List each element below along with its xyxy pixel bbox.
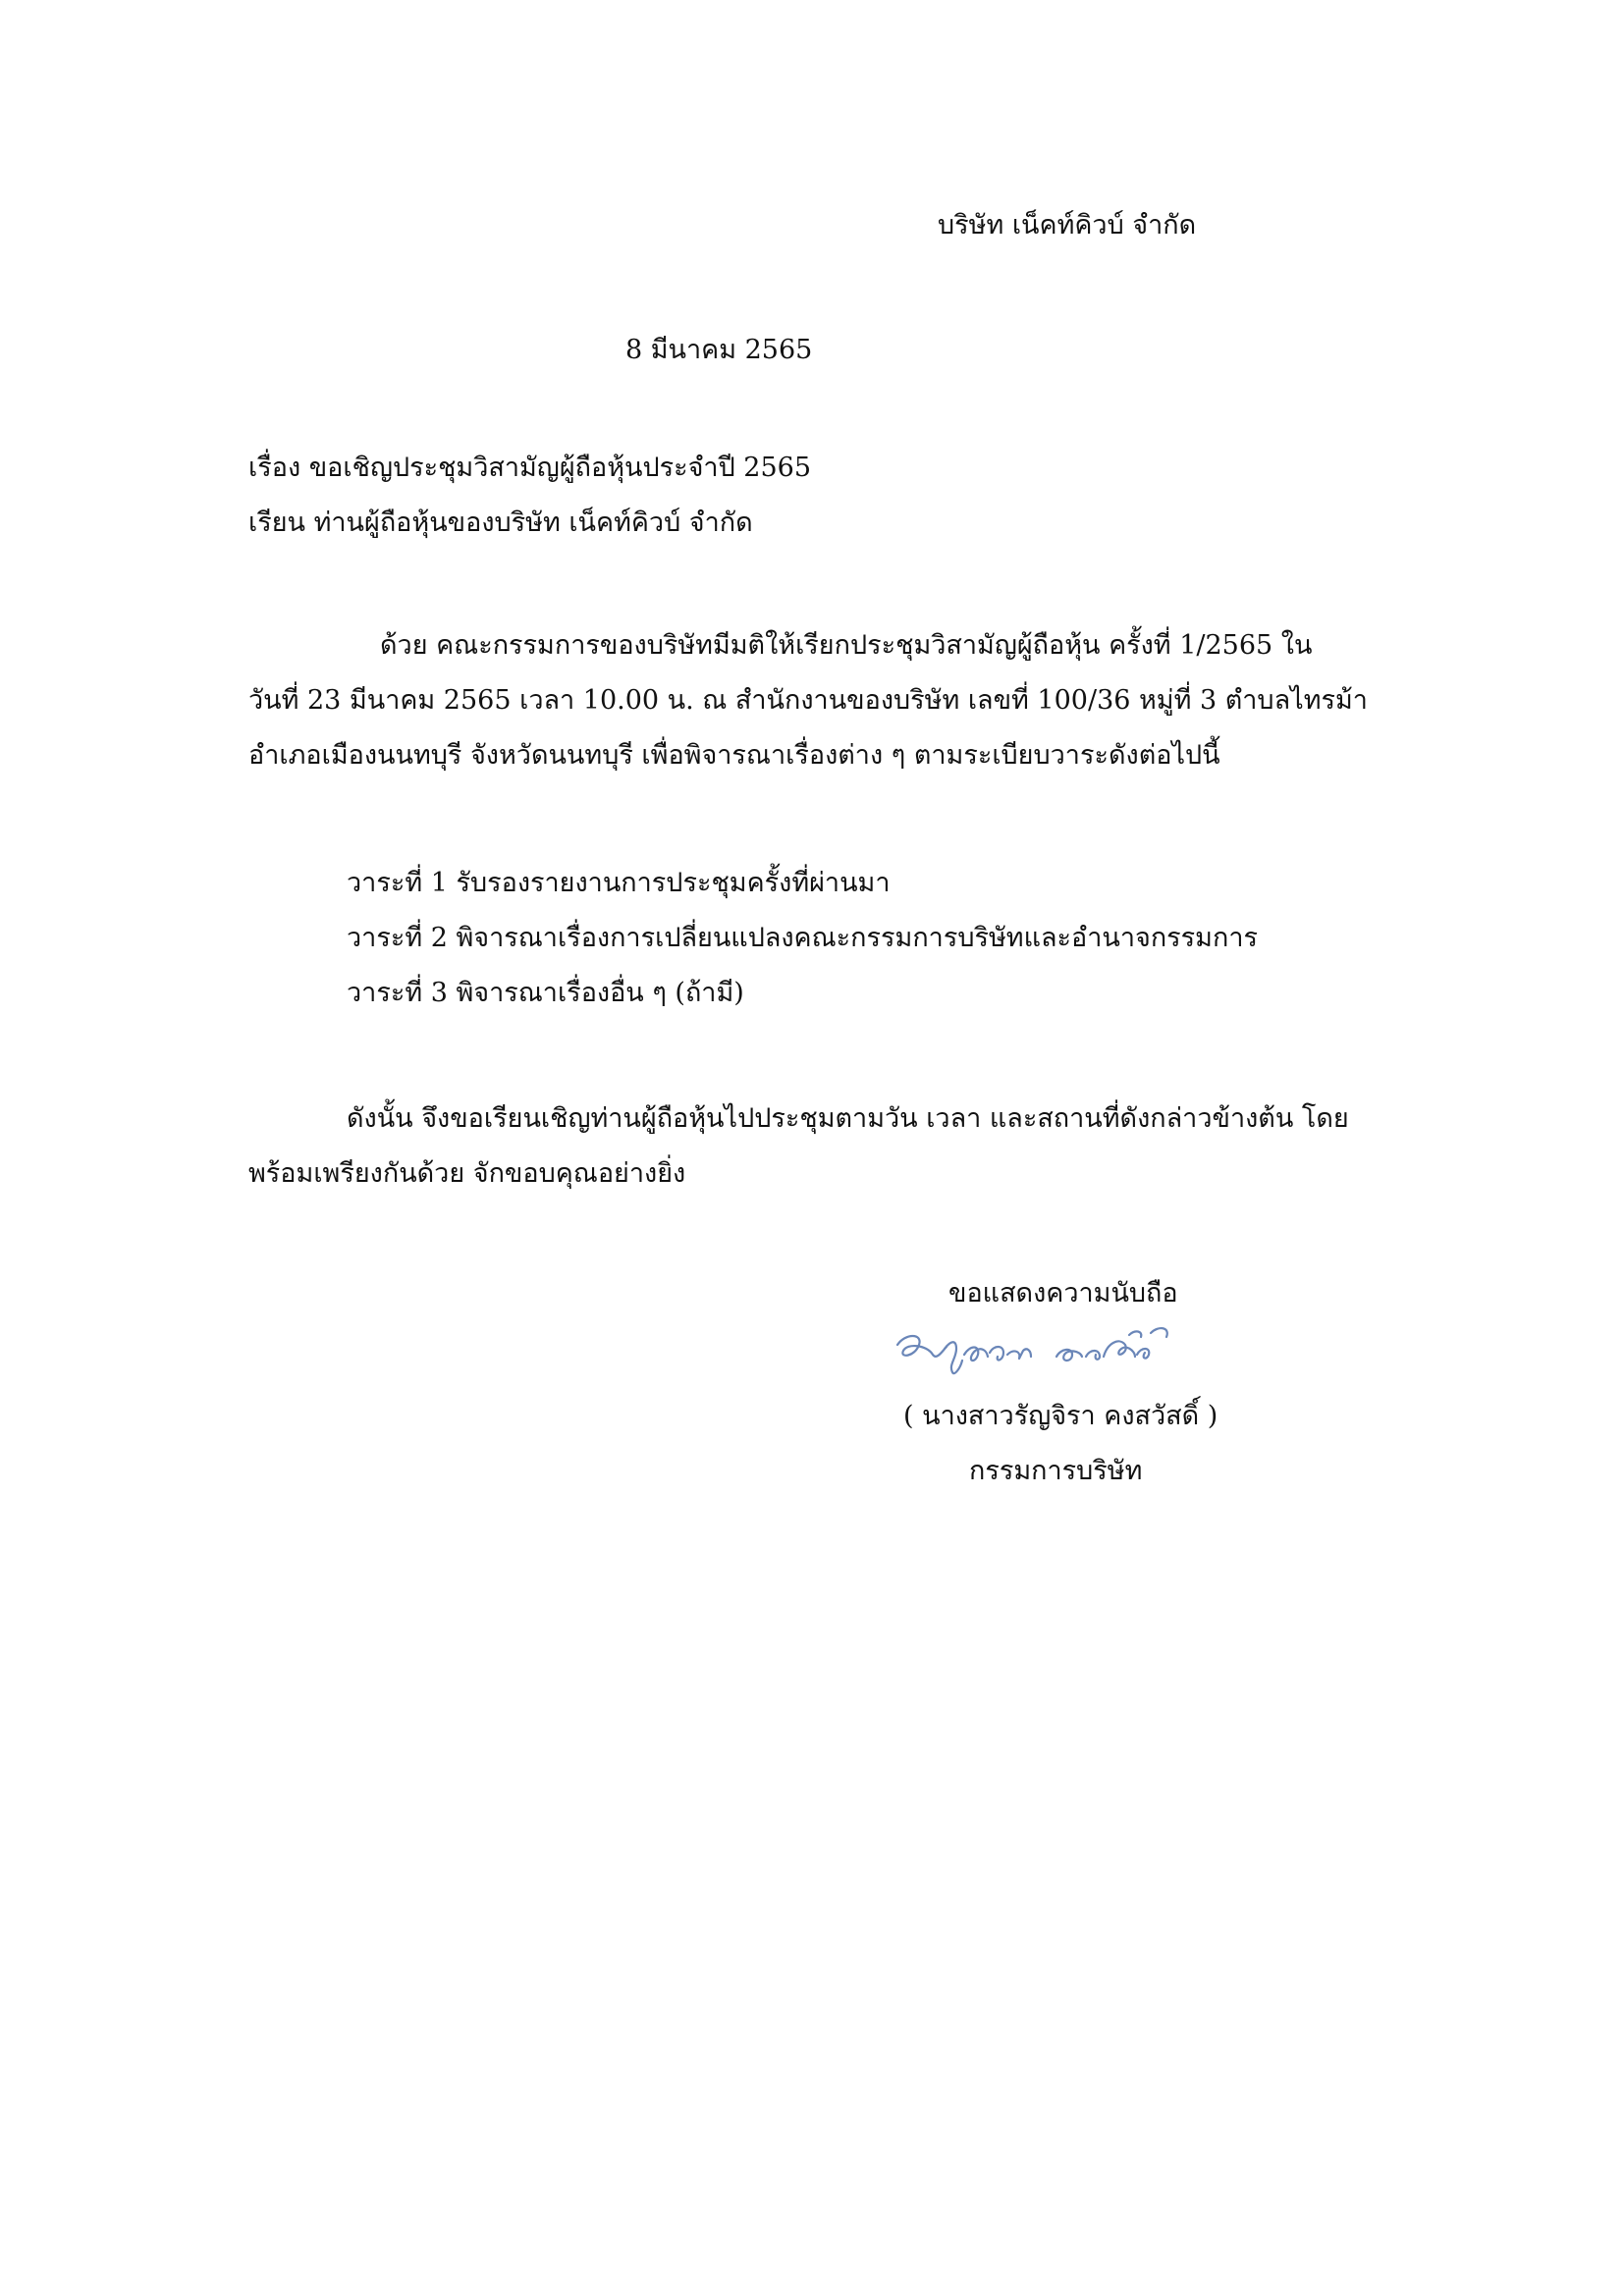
letter-subject: เรื่อง ขอเชิญประชุมวิสามัญผู้ถือหุ้นประจำปี 2565 [248, 453, 812, 483]
closing-phrase: ขอแสดงความนับถือ [948, 1278, 1178, 1308]
paragraph-1-line-3: อำเภอเมืองนนทบุรี จังหวัดนนทบุรี เพื่อพิจารณาเรื่องต่าง ๆ ตามระเบียบวาระดังต่อไปนี้ [248, 740, 1220, 771]
agenda-item-1: วาระที่ 1 รับรองรายงานการประชุมครั้งที่ผ่านมา [347, 868, 891, 898]
signer-name: ( นางสาวรัญจิรา คงสวัสดิ์ ) [903, 1401, 1218, 1431]
paragraph-2-line-1: ดังนั้น จึงขอเรียนเชิญท่านผู้ถือหุ้นไปประชุมตามวัน เวลา และสถานที่ดังกล่าวข้างต้น โดย [347, 1103, 1349, 1134]
handwritten-signature [884, 1315, 1237, 1394]
agenda-item-2: วาระที่ 2 พิจารณาเรื่องการเปลี่ยนแปลงคณะกรรมการบริษัทและอำนาจกรรมการ [347, 923, 1258, 953]
paragraph-2-line-2: พร้อมเพรียงกันด้วย จักขอบคุณอย่างยิ่ง [248, 1158, 686, 1189]
signer-title: กรรมการบริษัท [969, 1456, 1143, 1486]
company-name: บริษัท เน็คท์คิวบ์ จำกัด [938, 210, 1197, 240]
paragraph-1-line-2: วันที่ 23 มีนาคม 2565 เวลา 10.00 น. ณ สำนักงานของบริษัท เลขที่ 100/36 หมู่ที่ 3 ตำบลไทรม้า [248, 685, 1368, 716]
letter-salutation: เรียน ท่านผู้ถือหุ้นของบริษัท เน็คท์คิวบ์ จำกัด [248, 507, 753, 538]
paragraph-1-line-1: ด้วย คณะกรรมการของบริษัทมีมติให้เรียกประชุมวิสามัญผู้ถือหุ้น ครั้งที่ 1/2565 ใน [380, 630, 1313, 661]
letter-date: 8 มีนาคม 2565 [625, 335, 813, 365]
agenda-item-3: วาระที่ 3 พิจารณาเรื่องอื่น ๆ (ถ้ามี) [347, 978, 744, 1008]
